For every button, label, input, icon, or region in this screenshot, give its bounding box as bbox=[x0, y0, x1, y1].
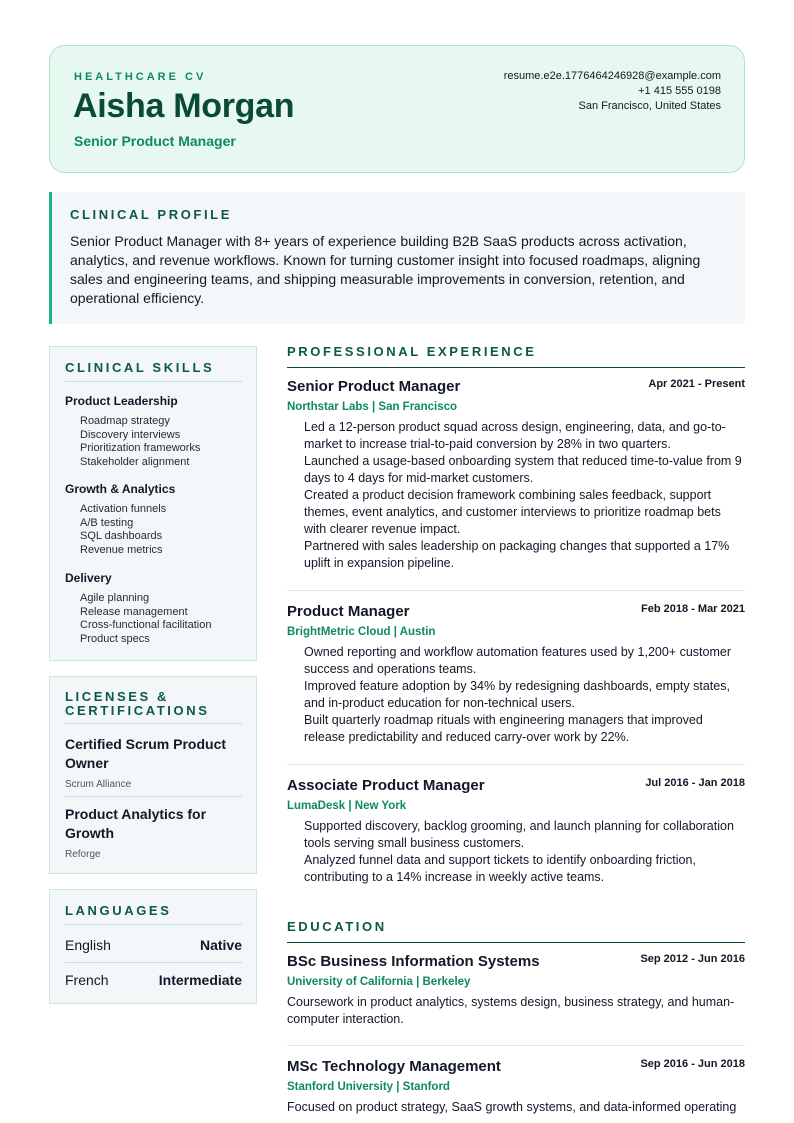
job-title: Associate Product Manager bbox=[287, 777, 485, 794]
certification-name: Product Analytics for Growth bbox=[65, 806, 207, 841]
job-dates: Jul 2016 - Jan 2018 bbox=[645, 777, 745, 789]
degree-title: MSc Technology Management bbox=[287, 1058, 501, 1075]
certification-divider bbox=[65, 796, 242, 797]
job-dates: Feb 2018 - Mar 2021 bbox=[641, 603, 745, 615]
certification-issuer: Scrum Alliance bbox=[65, 779, 132, 790]
degree-dates: Sep 2012 - Jun 2016 bbox=[640, 953, 745, 965]
skill-item: A/B testing bbox=[80, 516, 134, 529]
experience-divider bbox=[287, 367, 745, 368]
degree-description: Coursework in product analytics, systems design, business strategy, and human-computer interaction. bbox=[287, 995, 735, 1026]
resume-header bbox=[49, 45, 745, 173]
job-bullet: Created a product decision framework combining sales feedback, support themes, event analytics, and customer interviews to prioritize roadmap bets with clearer revenue impact. bbox=[304, 488, 721, 536]
degree-dates: Sep 2016 - Jun 2018 bbox=[640, 1058, 745, 1070]
job-bullet: Owned reporting and workflow automation features used by 1,200+ customer success and operations teams. bbox=[304, 645, 731, 676]
profile-title: CLINICAL PROFILE bbox=[70, 207, 232, 222]
skill-group bbox=[65, 482, 175, 558]
job-bullet: Analyzed funnel data and support tickets to identify onboarding friction, contributing to a 14% increase in weekly active teams. bbox=[304, 853, 696, 884]
skill-item: Cross-functional facilitation bbox=[80, 619, 212, 632]
contact-block bbox=[504, 69, 721, 114]
entry-divider bbox=[287, 590, 745, 591]
degree-description: Focused on product strategy, SaaS growth systems, and data-informed operating bbox=[287, 1100, 737, 1114]
certifications-panel bbox=[49, 676, 257, 874]
language-row bbox=[65, 972, 242, 988]
contact-location: San Francisco, United States bbox=[578, 100, 721, 112]
languages-title: LANGUAGES bbox=[65, 903, 172, 918]
degree-title: BSc Business Information Systems bbox=[287, 953, 540, 970]
experience-entry bbox=[287, 378, 745, 572]
experience-entry bbox=[287, 603, 745, 746]
job-title: Product Manager bbox=[287, 603, 410, 620]
job-bullet: Partnered with sales leadership on packaging changes that supported a 17% uplift in expansion pipeline. bbox=[304, 539, 730, 570]
language-level: Intermediate bbox=[158, 972, 242, 988]
candidate-role: Senior Product Manager bbox=[74, 133, 236, 149]
skill-item: Stakeholder alignment bbox=[80, 456, 190, 469]
job-company: BrightMetric Cloud | Austin bbox=[287, 626, 436, 638]
language-divider bbox=[65, 962, 242, 963]
job-bullet: Launched a usage-based onboarding system that reduced time-to-value from 9 days to 4 days for mid-market customers. bbox=[304, 454, 742, 485]
skill-item: Release management bbox=[80, 605, 188, 618]
contact-phone[interactable]: +1 415 555 0198 bbox=[638, 85, 721, 97]
job-company: LumaDesk | New York bbox=[287, 800, 407, 812]
profile-section bbox=[49, 192, 745, 324]
job-dates: Apr 2021 - Present bbox=[648, 378, 745, 390]
skill-item: Roadmap strategy bbox=[80, 415, 170, 427]
language-name: English bbox=[65, 937, 111, 953]
skill-item: Agile planning bbox=[80, 592, 150, 604]
job-bullet: Built quarterly roadmap rituals with engineering managers that improved release predictability and reduced carry-over work by 22%. bbox=[304, 713, 703, 744]
skills-title: CLINICAL SKILLS bbox=[65, 360, 215, 375]
degree-school: Stanford University | Stanford bbox=[287, 1081, 450, 1093]
skill-group-title: Growth & Analytics bbox=[65, 482, 176, 496]
skill-item: Revenue metrics bbox=[80, 544, 163, 557]
profile-text: Senior Product Manager with 8+ years of experience building B2B SaaS products across activation, analytics, and revenue workflows. Known for turning customer insight into focused roadmaps, aligning sales and engineering teams, and shipping measurable improvements in conversion, retention, and operational efficiency. bbox=[70, 233, 701, 306]
languages-panel bbox=[49, 889, 257, 1004]
languages-divider bbox=[65, 924, 242, 925]
education-entry bbox=[287, 953, 745, 1028]
skill-group bbox=[65, 394, 200, 470]
skill-item: SQL dashboards bbox=[80, 530, 163, 543]
job-bullet: Led a 12-person product squad across design, engineering, data, and go-to-market to increase trial-to-paid conversion by 28% in two quarters. bbox=[304, 420, 726, 451]
education-title: EDUCATION bbox=[287, 919, 387, 934]
skill-item: Product specs bbox=[80, 633, 150, 646]
skill-item: Activation funnels bbox=[80, 503, 167, 515]
skill-group-title: Delivery bbox=[65, 571, 112, 585]
entry-divider bbox=[287, 764, 745, 765]
job-title: Senior Product Manager bbox=[287, 378, 461, 395]
certification-name: Certified Scrum Product Owner bbox=[65, 736, 227, 771]
certification-issuer: Reforge bbox=[65, 849, 101, 860]
skill-item: Prioritization frameworks bbox=[80, 442, 201, 455]
certifications-divider bbox=[65, 723, 242, 724]
skill-group bbox=[65, 571, 211, 647]
education-divider bbox=[287, 942, 745, 943]
job-company: Northstar Labs | San Francisco bbox=[287, 401, 458, 413]
certifications-title bbox=[65, 690, 210, 718]
skill-group-title: Product Leadership bbox=[65, 394, 178, 408]
contact-email[interactable]: resume.e2e.1776464246928@example.com bbox=[503, 70, 721, 82]
certifications-title-line: CERTIFICATIONS bbox=[65, 703, 210, 718]
job-bullet: Improved feature adoption by 34% by redesigning dashboards, empty states, and in-product education for non-technical users. bbox=[304, 679, 730, 710]
education-entry bbox=[287, 1058, 745, 1116]
job-bullet: Supported discovery, backlog grooming, and launch planning for collaboration tools serving small business customers. bbox=[304, 819, 734, 850]
candidate-name: Aisha Morgan bbox=[73, 87, 295, 125]
language-name: French bbox=[65, 972, 109, 988]
language-row bbox=[65, 937, 242, 953]
certifications-title-line: LICENSES & bbox=[65, 689, 170, 704]
skills-divider bbox=[65, 381, 242, 382]
cv-type-label: HEALTHCARE CV bbox=[74, 71, 207, 83]
language-level: Native bbox=[199, 937, 242, 953]
certification-item bbox=[65, 805, 242, 860]
experience-title: PROFESSIONAL EXPERIENCE bbox=[287, 344, 537, 359]
skills-panel bbox=[49, 346, 257, 661]
skill-item: Discovery interviews bbox=[80, 428, 181, 441]
certification-item bbox=[65, 735, 242, 790]
experience-entry bbox=[287, 777, 745, 886]
degree-school: University of California | Berkeley bbox=[287, 976, 471, 988]
entry-divider bbox=[287, 1045, 745, 1046]
